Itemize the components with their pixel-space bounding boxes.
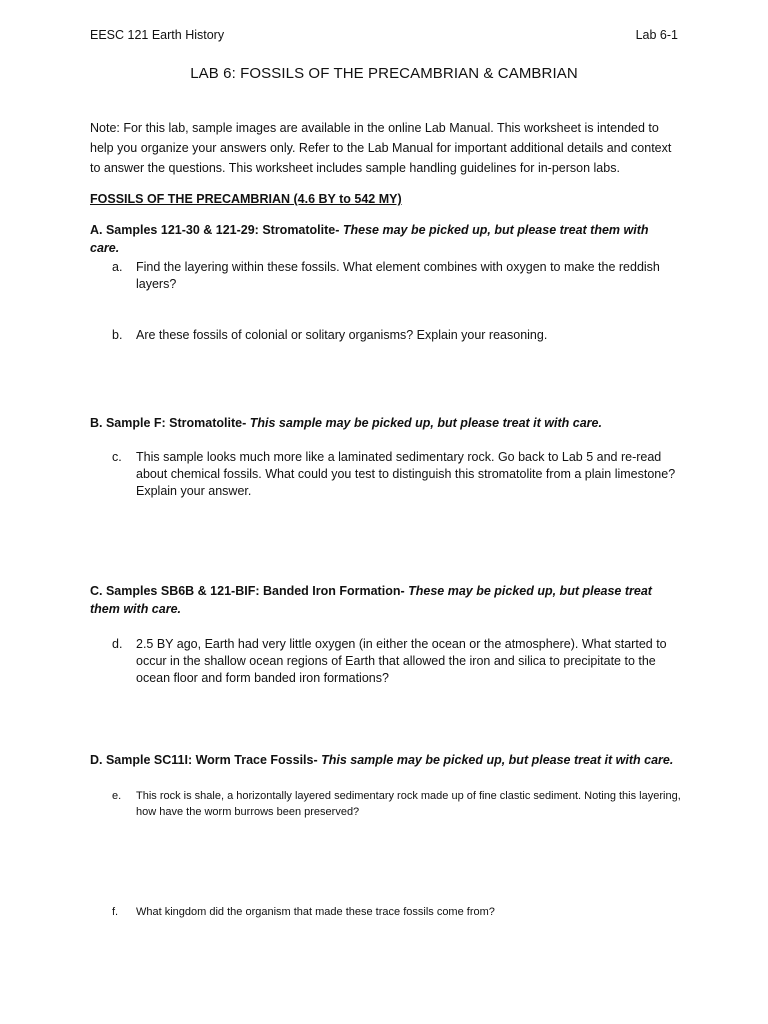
question-f-letter: f.: [112, 906, 119, 918]
question-a: [112, 259, 682, 293]
section-heading: FOSSILS OF THE PRECAMBRIAN (4.6 BY to 542 MY): [90, 192, 402, 206]
question-d: [112, 636, 682, 687]
question-e: [112, 788, 682, 820]
question-b-letter: b.: [112, 328, 123, 342]
sample-c-label: C. Samples SB6B & 121-BIF: Banded Iron Formation-: [90, 584, 405, 598]
sample-c-heading: [90, 582, 680, 618]
sample-d-care-note: This sample may be picked up, but please treat it with care.: [317, 753, 674, 767]
question-c-letter: c.: [112, 450, 122, 464]
question-a-letter: a.: [112, 260, 123, 274]
sample-b-heading: [90, 414, 680, 432]
sample-d-label: D. Sample SC11I: Worm Trace Fossils-: [90, 753, 318, 767]
sample-a-heading: [90, 221, 680, 257]
question-b-text: Are these fossils of colonial or solitary organisms? Explain your reasoning.: [136, 328, 548, 342]
question-c: [112, 449, 682, 500]
sample-d-heading: [90, 751, 680, 769]
course-header: EESC 121 Earth History: [90, 28, 225, 42]
lab-number-header: Lab 6-1: [635, 28, 678, 42]
note-paragraph: Note: For this lab, sample images are available in the online Lab Manual. This worksheet is intended to help you organize your answers only. Refer to the Lab Manual for important additional details and context to answer the questions. This worksheet includes sample handling guidelines for in-person labs.: [90, 121, 672, 175]
page-title: LAB 6: FOSSILS OF THE PRECAMBRIAN & CAMBRIAN: [190, 65, 578, 82]
question-c-text: This sample looks much more like a laminated sedimentary rock. Go back to Lab 5 and re-read about chemical fossils. What could you test to distinguish this stromatolite from a plain limestone? Explain your answer.: [136, 450, 676, 498]
sample-c-care-note: These may be picked up, but please treat them with care.: [90, 584, 652, 616]
sample-a-care-note: These may be picked up, but please treat them with care.: [90, 223, 649, 255]
question-d-text: 2.5 BY ago, Earth had very little oxygen (in either the ocean or the atmosphere). What started to occur in the shallow ocean regions of Earth that allowed the iron and silica to precipitate to the ocean floor and form banded iron formations?: [136, 637, 667, 685]
question-d-letter: d.: [112, 637, 123, 651]
sample-b-care-note: This sample may be picked up, but please treat it with care.: [246, 416, 602, 430]
sample-a-label: A. Samples 121-30 & 121-29: Stromatolite-: [90, 223, 340, 237]
question-a-text: Find the layering within these fossils. What element combines with oxygen to make the reddish layers?: [136, 260, 660, 291]
sample-b-label: B. Sample F: Stromatolite-: [90, 416, 247, 430]
question-e-text: This rock is shale, a horizontally layered sedimentary rock made up of fine clastic sediment. Noting this layering, how have the worm burrows been preserved?: [136, 790, 681, 818]
question-f: [112, 904, 682, 920]
question-b: [112, 327, 682, 344]
question-f-text: What kingdom did the organism that made these trace fossils come from?: [136, 906, 495, 918]
question-e-letter: e.: [112, 790, 122, 802]
